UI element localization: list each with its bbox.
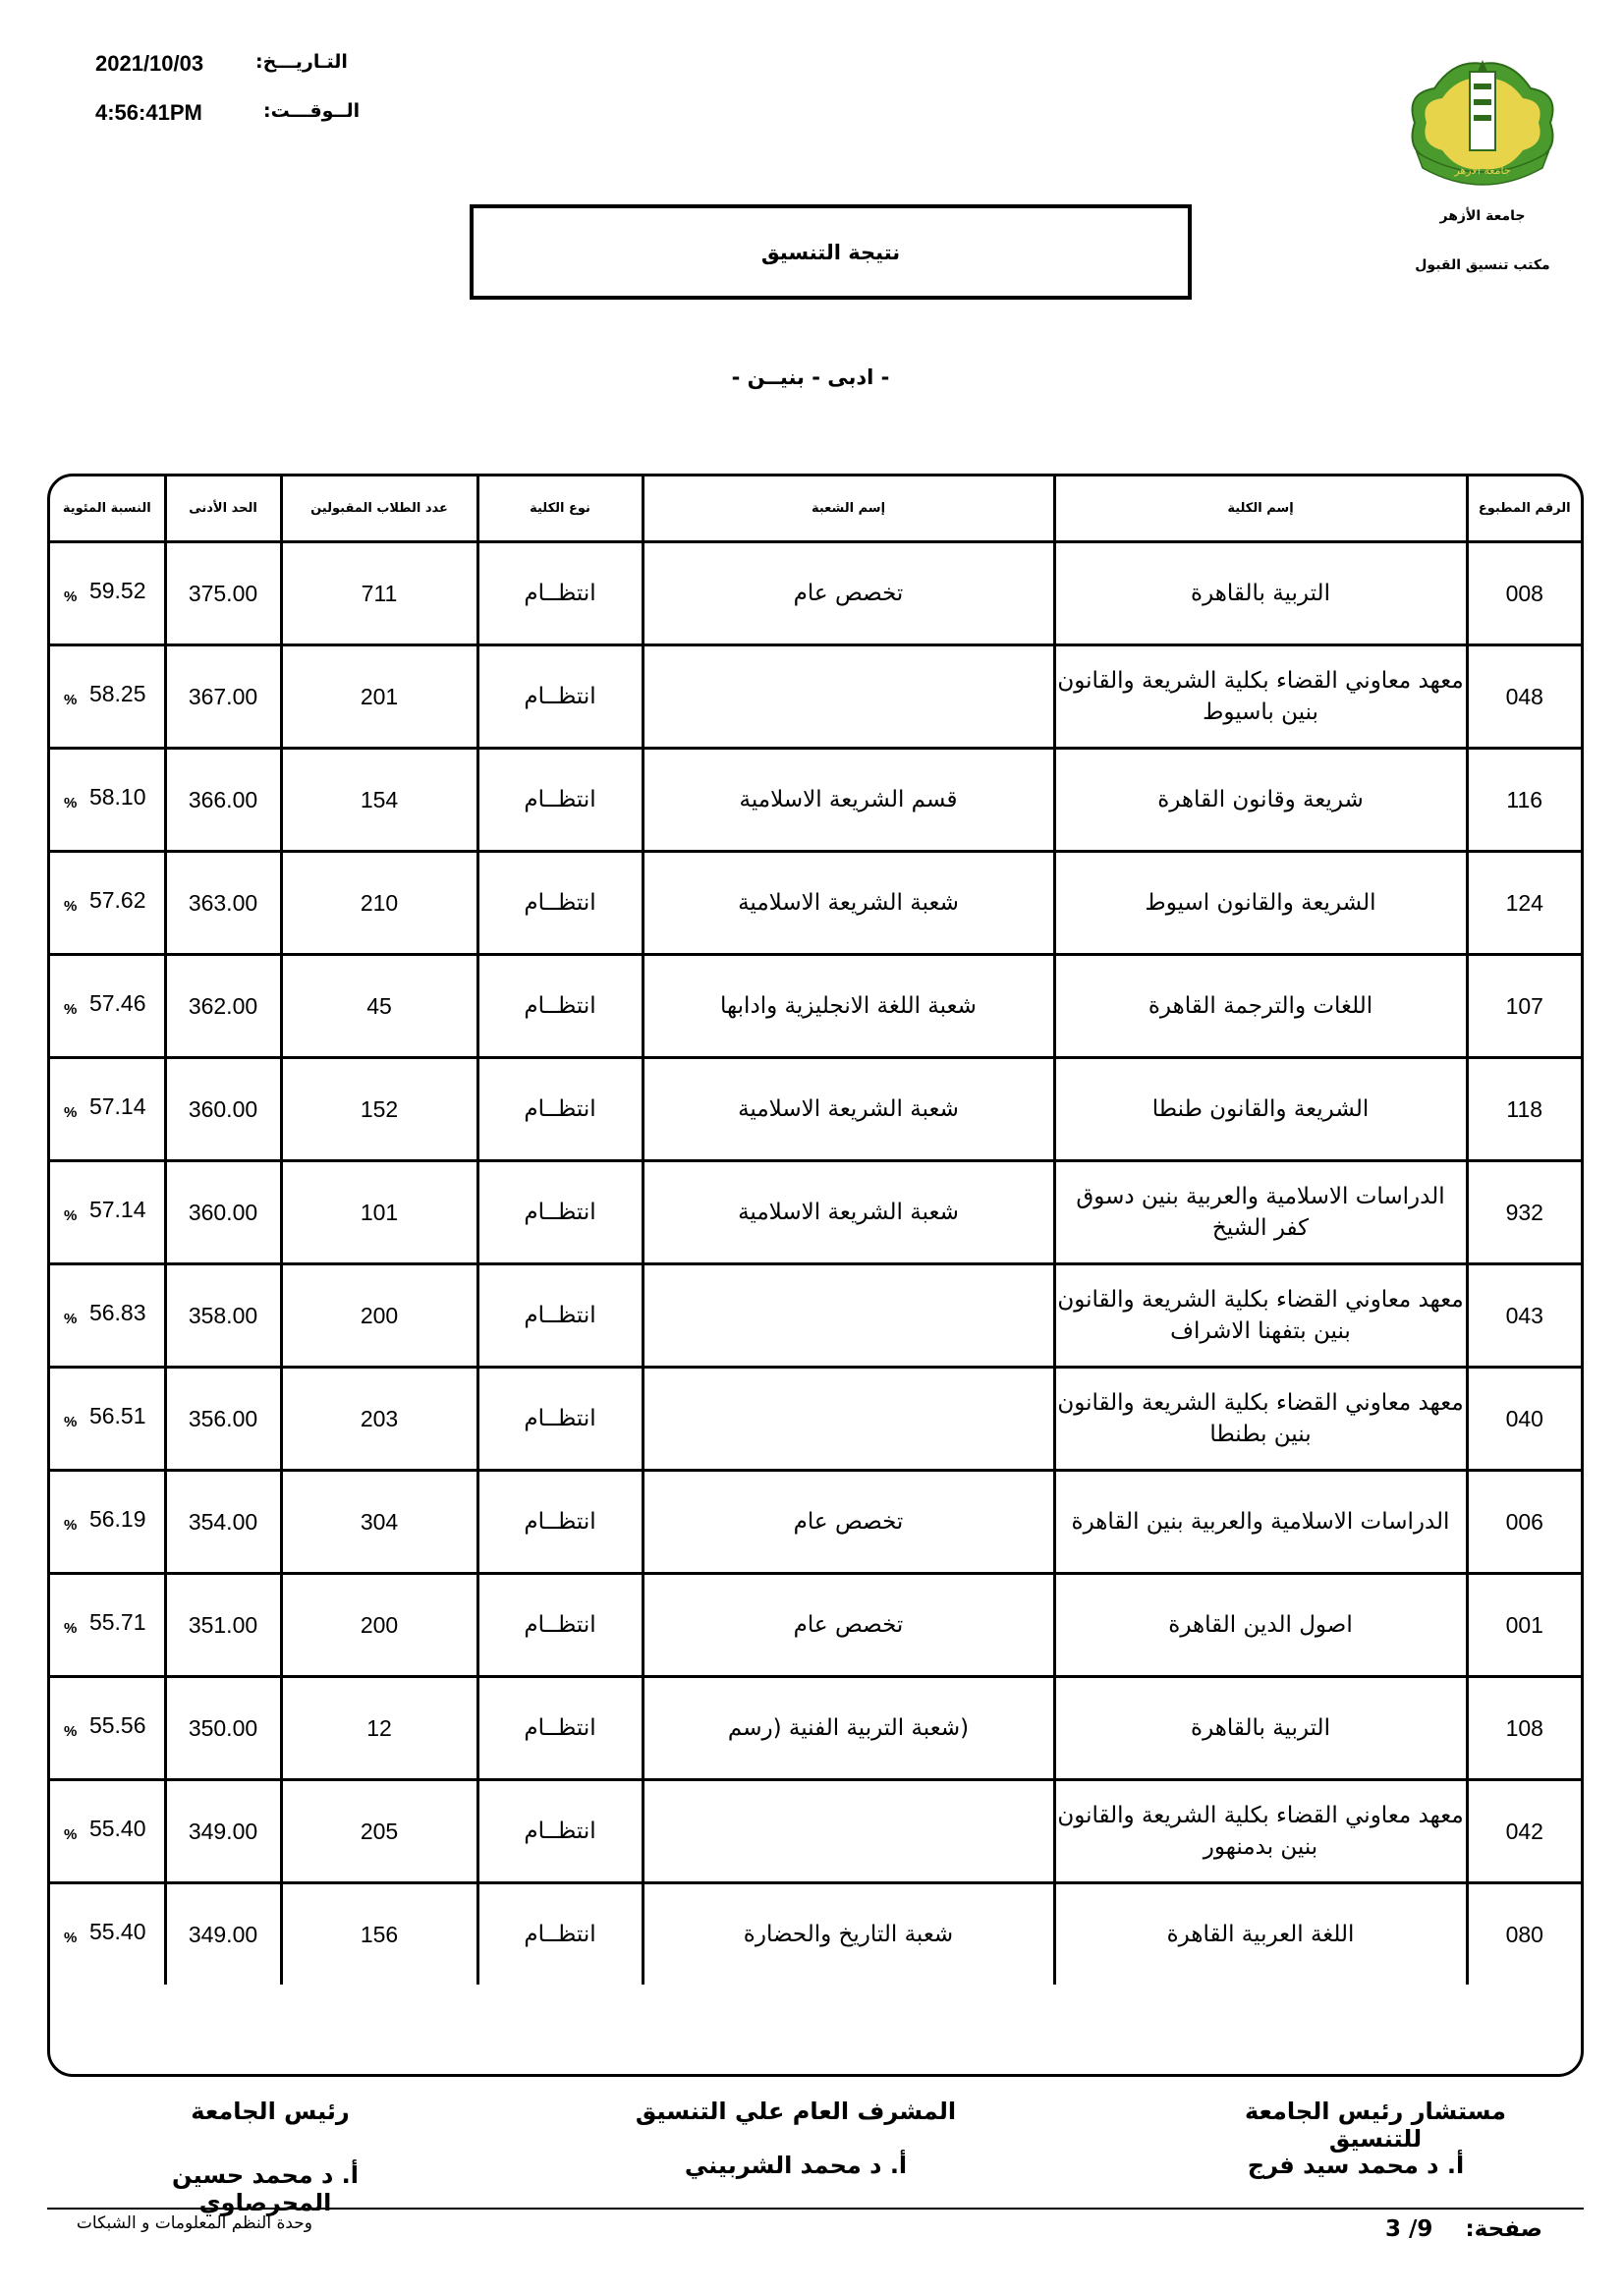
row-code: 006 [1467,1471,1581,1574]
row-type: انتظــام [477,749,643,852]
row-min: 356.00 [165,1368,281,1471]
footer-divider [47,2208,1584,2210]
table-row [50,542,1581,645]
advisor-name: أ. د محمد سيد فرج [1247,2152,1465,2179]
row-count: 304 [281,1471,477,1574]
row-pct-sign: % [64,588,78,605]
row-dept [643,1368,1054,1471]
row-type: انتظــام [477,1883,643,1986]
row-pct [50,542,165,645]
row-pct-sign: % [64,1620,78,1637]
row-dept: شعبة التاريخ والحضارة [643,1883,1054,1986]
row-college: التربية بالقاهرة [1054,542,1467,645]
row-college: معهد معاوني القضاء بكلية الشريعة والقانون بنين بدمنهور [1054,1780,1467,1883]
row-type: انتظــام [477,542,643,645]
row-min: 350.00 [165,1677,281,1780]
row-dept: تخصص عام [643,542,1054,645]
row-pct-sign: % [64,1826,78,1843]
row-count: 205 [281,1780,477,1883]
row-count: 711 [281,542,477,645]
row-type: انتظــام [477,1574,643,1677]
row-pct [50,1677,165,1780]
row-pct-sign: % [64,898,78,915]
row-min: 362.00 [165,955,281,1058]
row-code: 107 [1467,955,1581,1058]
row-code: 001 [1467,1574,1581,1677]
col-header-min: الحد الأدنى [165,476,281,542]
table-row [50,1264,1581,1368]
row-pct [50,955,165,1058]
row-count: 152 [281,1058,477,1161]
time-value: 4:56:41PM [95,100,202,125]
row-pct [50,852,165,955]
row-code: 008 [1467,542,1581,645]
row-pct-value: 55.40 [88,1816,146,1841]
row-min: 349.00 [165,1780,281,1883]
row-college: اصول الدين القاهرة [1054,1574,1467,1677]
row-pct-value: 59.52 [88,578,146,603]
row-type: انتظــام [477,1677,643,1780]
row-count: 12 [281,1677,477,1780]
col-header-dept: إسم الشعبة [643,476,1054,542]
row-pct-sign: % [64,1723,78,1740]
row-type: انتظــام [477,1368,643,1471]
row-count: 203 [281,1368,477,1471]
row-pct-value: 57.46 [88,990,146,1016]
row-code: 124 [1467,852,1581,955]
row-type: انتظــام [477,955,643,1058]
row-code: 042 [1467,1780,1581,1883]
row-pct-value: 56.51 [88,1403,146,1428]
row-dept [643,1780,1054,1883]
date-value: 2021/10/03 [95,51,204,76]
row-type: انتظــام [477,645,643,749]
table-header-row [50,476,1581,542]
row-dept [643,1264,1054,1368]
row-pct-value: 55.71 [88,1609,146,1635]
row-count: 154 [281,749,477,852]
row-dept: تخصص عام [643,1574,1054,1677]
table-row [50,645,1581,749]
table-row [50,1574,1581,1677]
row-min: 363.00 [165,852,281,955]
row-pct-value: 57.14 [88,1197,146,1222]
table-row [50,1058,1581,1161]
row-college: اللغة العربية القاهرة [1054,1883,1467,1986]
row-college: التربية بالقاهرة [1054,1677,1467,1780]
row-pct-sign: % [64,1001,78,1018]
date-label: التـاريـــخ: [255,51,348,73]
row-pct-value: 58.25 [88,681,146,706]
university-name: جامعة الأزهر [1439,208,1526,224]
row-pct-sign: % [64,795,78,812]
table-row [50,1883,1581,1986]
row-dept: شعبة الشريعة الاسلامية [643,852,1054,955]
row-min: 375.00 [165,542,281,645]
row-type: انتظــام [477,1264,643,1368]
row-college: معهد معاوني القضاء بكلية الشريعة والقانون بنين باسيوط [1054,645,1467,749]
row-college: الدراسات الاسلامية والعربية بنين القاهرة [1054,1471,1467,1574]
table-row [50,852,1581,955]
col-header-count: عدد الطلاب المقبولين [281,476,477,542]
row-min: 358.00 [165,1264,281,1368]
row-pct-value: 57.62 [88,887,146,913]
row-pct-sign: % [64,1517,78,1534]
row-pct-value: 57.14 [88,1093,146,1119]
row-min: 367.00 [165,645,281,749]
advisor-title: مستشار رئيس الجامعة للتنسيق [1244,2098,1507,2153]
row-type: انتظــام [477,1058,643,1161]
row-pct [50,1574,165,1677]
row-code: 080 [1467,1883,1581,1986]
row-code: 118 [1467,1058,1581,1161]
svg-text:جامعة الأزهر: جامعة الأزهر [1454,164,1511,177]
row-pct-sign: % [64,692,78,708]
row-dept: شعبة الشريعة الاسلامية [643,1161,1054,1264]
table-row [50,1780,1581,1883]
row-pct-sign: % [64,1930,78,1946]
row-code: 108 [1467,1677,1581,1780]
page-number: 3 /9 [1385,2216,1433,2242]
row-count: 156 [281,1883,477,1986]
row-count: 201 [281,645,477,749]
row-dept: تخصص عام [643,1471,1054,1574]
row-pct [50,1780,165,1883]
results-table [50,476,1581,1985]
row-count: 200 [281,1574,477,1677]
president-name: أ. د محمد حسين المحرصاوي [172,2161,359,2216]
table-row [50,1471,1581,1574]
row-pct [50,1161,165,1264]
row-dept: قسم الشريعة الاسلامية [643,749,1054,852]
page-label: صفحة: [1465,2216,1542,2242]
row-pct [50,1471,165,1574]
row-pct [50,1058,165,1161]
row-min: 360.00 [165,1161,281,1264]
row-min: 349.00 [165,1883,281,1986]
row-dept: شعبة الشريعة الاسلامية [643,1058,1054,1161]
row-pct-value: 55.40 [88,1919,146,1944]
row-pct [50,645,165,749]
table-row [50,749,1581,852]
row-college: الشريعة والقانون اسيوط [1054,852,1467,955]
row-code: 040 [1467,1368,1581,1471]
col-header-type: نوع الكلية [477,476,643,542]
row-college: شريعة وقانون القاهرة [1054,749,1467,852]
row-min: 354.00 [165,1471,281,1574]
page-title: نتيجة التنسيق [470,204,1192,300]
row-college: معهد معاوني القضاء بكلية الشريعة والقانون بنين بتفهنا الاشراف [1054,1264,1467,1368]
page-subtitle: - ادبى - بنيــن - [731,365,890,389]
row-pct-sign: % [64,1311,78,1327]
col-header-college: إسم الكلية [1054,476,1467,542]
row-type: انتظــام [477,1780,643,1883]
row-code: 043 [1467,1264,1581,1368]
row-pct-sign: % [64,1104,78,1121]
office-name: مكتب تنسيق القبول [1415,257,1550,273]
row-code: 116 [1467,749,1581,852]
row-pct [50,1264,165,1368]
row-pct [50,749,165,852]
row-type: انتظــام [477,1161,643,1264]
row-pct-value: 56.83 [88,1300,146,1325]
row-type: انتظــام [477,1471,643,1574]
row-count: 101 [281,1161,477,1264]
row-pct-sign: % [64,1414,78,1430]
row-pct [50,1883,165,1986]
row-code: 048 [1467,645,1581,749]
table-row [50,1368,1581,1471]
table-row [50,955,1581,1058]
col-header-pct: النسبة المئوية [50,476,165,542]
row-count: 210 [281,852,477,955]
table-row [50,1161,1581,1264]
footer-unit: وحدة النظم المعلومات و الشبكات [76,2213,312,2233]
row-pct-sign: % [64,1207,78,1224]
row-min: 366.00 [165,749,281,852]
table-row [50,1677,1581,1780]
col-header-code: الرقم المطبوع [1467,476,1581,542]
row-dept: شعبة اللغة الانجليزية وادابها [643,955,1054,1058]
row-dept: (شعبة التربية الفنية (رسم [643,1677,1054,1780]
university-logo [1395,54,1570,192]
row-pct-value: 58.10 [88,784,146,810]
row-min: 351.00 [165,1574,281,1677]
row-pct-value: 55.56 [88,1712,146,1738]
row-pct-value: 56.19 [88,1506,146,1532]
row-min: 360.00 [165,1058,281,1161]
row-college: الدراسات الاسلامية والعربية بنين دسوق كفر الشيخ [1054,1161,1467,1264]
row-dept [643,645,1054,749]
president-title: رئيس الجامعة [191,2098,350,2125]
row-count: 45 [281,955,477,1058]
time-label: الــوقـــت: [263,100,361,122]
row-college: اللغات والترجمة القاهرة [1054,955,1467,1058]
row-code: 932 [1467,1161,1581,1264]
row-college: الشريعة والقانون طنطا [1054,1058,1467,1161]
row-count: 200 [281,1264,477,1368]
row-college: معهد معاوني القضاء بكلية الشريعة والقانون بنين بطنطا [1054,1368,1467,1471]
row-type: انتظــام [477,852,643,955]
supervisor-title: المشرف العام علي التنسيق [635,2098,957,2125]
row-pct [50,1368,165,1471]
supervisor-name: أ. د محمد الشربيني [684,2152,908,2179]
